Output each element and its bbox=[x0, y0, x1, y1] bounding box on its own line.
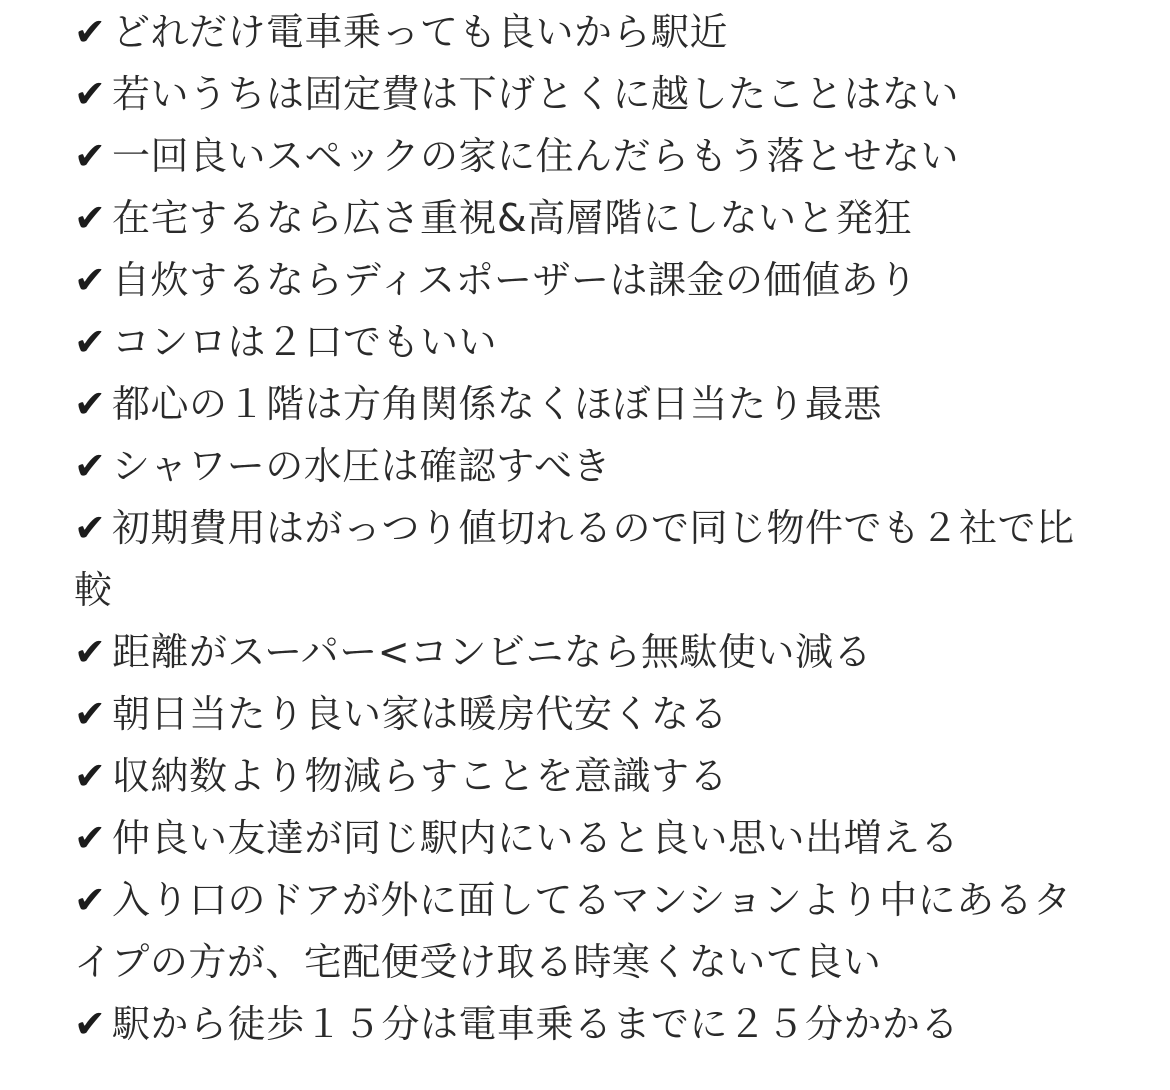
list-item bbox=[74, 1, 1104, 63]
checkmark-icon: ✔ bbox=[74, 1002, 107, 1046]
list-item bbox=[74, 745, 1104, 807]
item-text: 駅から徒歩１５分は電車乗るまでに２５分かかる bbox=[112, 1002, 960, 1046]
item-text: シャワーの水圧は確認すべき bbox=[112, 444, 611, 488]
item-text: 仲良い友達が同じ駅内にいると良い思い出増える bbox=[112, 816, 960, 860]
checkmark-icon: ✔ bbox=[74, 630, 107, 674]
list-item bbox=[74, 311, 1104, 373]
list-item bbox=[74, 497, 1104, 621]
checkmark-icon: ✔ bbox=[74, 258, 107, 302]
list-item bbox=[74, 187, 1104, 249]
checkmark-icon: ✔ bbox=[74, 320, 107, 364]
list-item bbox=[74, 373, 1104, 435]
item-text: 朝日当たり良い家は暖房代安くなる bbox=[112, 692, 729, 736]
item-text: 入り口のドアが外に面してるマンションより中にあるタイプの方が、宅配便受け取る時寒くないて良い bbox=[74, 878, 1072, 984]
item-text: コンロは２口でもいい bbox=[112, 320, 498, 364]
checkmark-icon: ✔ bbox=[74, 878, 107, 922]
list-item bbox=[74, 621, 1104, 683]
item-text: 若いうちは固定費は下げとくに越したことはない bbox=[112, 72, 960, 116]
checkmark-icon: ✔ bbox=[74, 754, 107, 798]
item-text: 距離がスーパー<コンビニなら無駄使い減る bbox=[112, 630, 873, 674]
list-item bbox=[74, 125, 1104, 187]
item-text: 初期費用はがっつり値切れるので同じ物件でも２社で比較 bbox=[74, 506, 1075, 612]
checklist bbox=[74, 1, 1104, 1055]
item-text: どれだけ電車乗っても良いから駅近 bbox=[112, 10, 729, 54]
list-item bbox=[74, 683, 1104, 745]
item-text: 都心の１階は方角関係なくほぼ日当たり最悪 bbox=[112, 382, 883, 426]
checkmark-icon: ✔ bbox=[74, 72, 107, 116]
checkmark-icon: ✔ bbox=[74, 506, 107, 550]
list-item bbox=[74, 993, 1104, 1055]
list-item bbox=[74, 249, 1104, 311]
list-item bbox=[74, 63, 1104, 125]
item-text: 一回良いスペックの家に住んだらもう落とせない bbox=[112, 134, 960, 178]
item-text: 在宅するなら広さ重視&高層階にしないと発狂 bbox=[112, 196, 913, 240]
checkmark-icon: ✔ bbox=[74, 692, 107, 736]
checkmark-icon: ✔ bbox=[74, 444, 107, 488]
checkmark-icon: ✔ bbox=[74, 134, 107, 178]
checkmark-icon: ✔ bbox=[74, 196, 107, 240]
checkmark-icon: ✔ bbox=[74, 10, 107, 54]
item-text: 自炊するならディスポーザーは課金の価値あり bbox=[112, 258, 918, 302]
checkmark-icon: ✔ bbox=[74, 382, 107, 426]
item-text: 収納数より物減らすことを意識する bbox=[112, 754, 729, 798]
list-item bbox=[74, 807, 1104, 869]
list-item bbox=[74, 869, 1104, 993]
checkmark-icon: ✔ bbox=[74, 816, 107, 860]
list-item bbox=[74, 435, 1104, 497]
